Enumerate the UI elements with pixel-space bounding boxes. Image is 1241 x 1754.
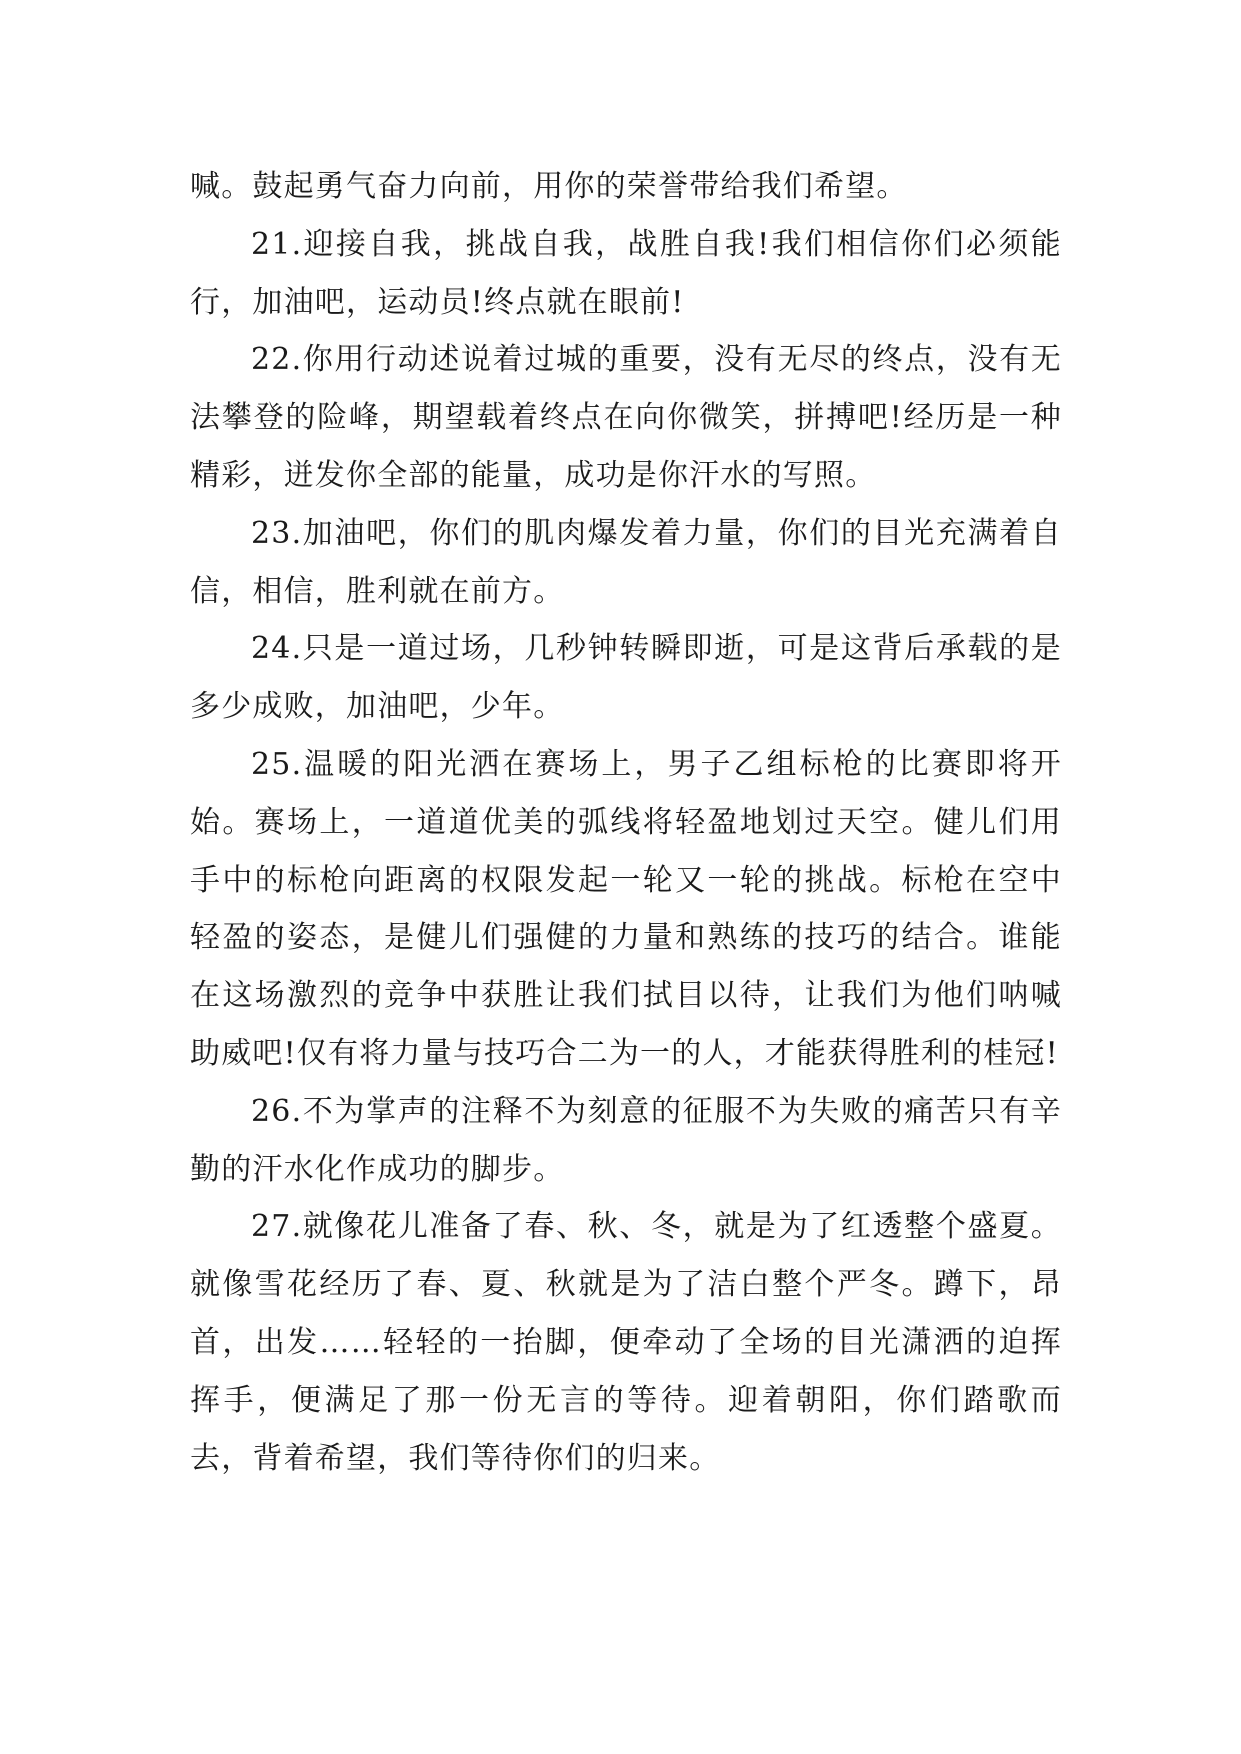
paragraph-22: 22.你用行动述说着过城的重要，没有无尽的终点，没有无法攀登的险峰，期望载着终点在向你微笑，拼搏吧!经历是一种精彩，迸发你全部的能量，成功是你汗水的写照。 [190,342,1062,493]
paragraph-26: 26.不为掌声的注释不为刻意的征服不为失败的痛苦只有辛勤的汗水化作成功的脚步。 [190,1093,1062,1187]
paragraph-21: 21.迎接自我，挑战自我，战胜自我!我们相信你们必须能行，加油吧，运动员!终点就在眼前! [190,226,1062,320]
document-page [190,158,1062,1487]
paragraph-27: 27.就像花儿准备了春、秋、冬，就是为了红透整个盛夏。就像雪花经历了春、夏、秋就是为了洁白整个严冬。蹲下，昂首，出发……轻轻的一抬脚，便牵动了全场的目光潇洒的迫挥挥手，便满足了那一份无言的等待。迎着朝阳，你们踏歌而去，背着希望，我们等待你们的归来。 [190,1209,1062,1476]
paragraph-23: 23.加油吧，你们的肌肉爆发着力量，你们的目光充满着自信，相信，胜利就在前方。 [190,515,1062,609]
paragraph-continued: 喊。鼓起勇气奋力向前，用你的荣誉带给我们希望。 [190,169,908,204]
paragraph-24: 24.只是一道过场，几秒钟转瞬即逝，可是这背后承载的是多少成败，加油吧，少年。 [190,631,1062,725]
paragraph-25: 25.温暖的阳光洒在赛场上，男子乙组标枪的比赛即将开始。赛场上，一道道优美的弧线将轻盈地划过天空。健儿们用手中的标枪向距离的权限发起一轮又一轮的挑战。标枪在空中轻盈的姿态，是健儿们强健的力量和熟练的技巧的结合。谁能在这场激烈的竞争中获胜让我们拭目以待，让我们为他们呐喊助威吧!仅有将力量与技巧合二为一的人，才能获得胜利的桂冠! [190,746,1062,1071]
